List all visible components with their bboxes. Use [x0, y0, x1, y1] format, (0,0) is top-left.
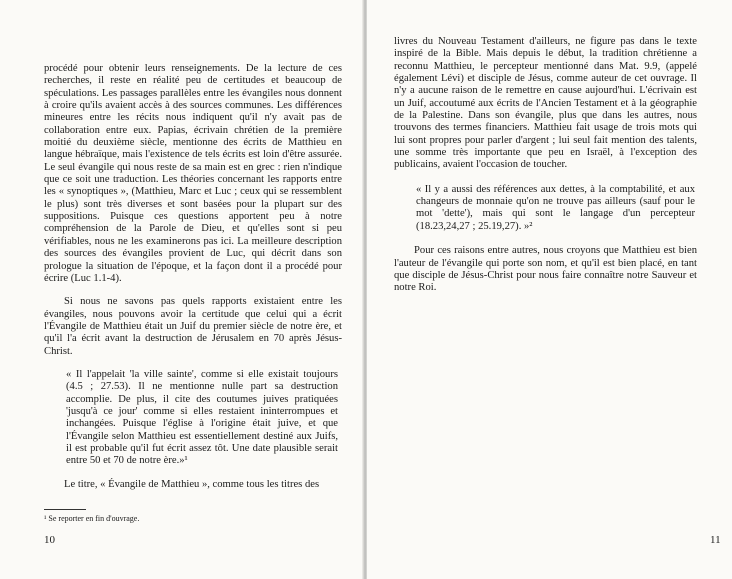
right-block-quote: « Il y a aussi des références aux dettes, à la comptabilité, et aux changeurs de monnaie qu'on ne trouve pas ailleurs (sauf pour le mot 'dette'), mais qui sont le langage d'un percepteur (18.23,24,27 ; 25.19,27). »²: [416, 183, 695, 232]
right-page: [367, 0, 732, 579]
footnote: ¹ Se reporter en fin d'ouvrage.: [44, 514, 140, 523]
page-number-right: 11: [710, 534, 721, 546]
footnote-rule: [44, 509, 86, 510]
page-number-left: 10: [44, 534, 55, 546]
left-page: [0, 0, 364, 579]
left-paragraph-2: Si nous ne savons pas quels rapports existaient entre les évangiles, nous pouvons avoir la certitude que celui qui a écrit l'Évangile de Matthieu était un Juif du premier siècle de notre ère, et qu'il l'a écrit avant la destruction de Jérusalem en 70 après Jésus-Christ.: [44, 296, 342, 357]
right-paragraph-1: livres du Nouveau Testament d'ailleurs, ne figure pas dans le texte inspiré de la Bible. Mais depuis le début, la tradition chrétienne a reconnu Matthieu, le percepteur mentionné dans Mat. 9.9, (appelé également Lévi) et disciple de Jésus, comme auteur de cet ouvrage. Il n'y a aucune raison de le remettre en cause aujourd'hui. L'écrivain est un Juif, accoutumé aux écrits de l'Ancien Testament et à la géographie de la Palestine. Dans son évangile, plus que dans les autres, nous trouvons des termes financiers. Matthieu fait usage de trois mots qui lui sont propres pour parler d'argent ; lui seul fait mention des talents, une somme très importante que peu en Israël, à l'exception des publicains, avaient l'occasion de toucher.: [394, 36, 697, 171]
right-paragraph-2: Pour ces raisons entre autres, nous croyons que Matthieu est bien l'auteur de l'évangile qui porte son nom, et qu'il est bien placé, en tant que disciple de Jésus-Christ pour nous faire connaître notre Sauveur et notre Roi.: [394, 245, 697, 294]
left-paragraph-3: Le titre, « Évangile de Matthieu », comme tous les titres des: [64, 478, 320, 490]
left-paragraph-1: procédé pour obtenir leurs renseignements. De la lecture de ces recherches, il reste en réalité peu de certitudes et beaucoup de spéculations. Les passages parallèles entre les évangiles nous donnent à croire qu'ils avaient accès à des sources communes. Les différences mineures entre les récits nous indiquent qu'il n'y avait pas de collaboration entre eux. Papias, écrivain chrétien de la première moitié du deuxième siècle, mentionne des écrits de Matthieu en langue hébraïque, mais l'existence de tels écrits est loin d'être assurée. Le seul évangile qui nous reste de sa main est en grec : rien n'indique que ce soit une traduction. Les théories concernant les rapports entre les « synoptiques », (Matthieu, Marc et Luc ; ceux qui se ressemblent le plus) sont très diverses et sont basées pour la plupart sur des suppositions. Puisque ces questions apportent peu à notre compréhension de la Parole de Dieu, et qu'elles sont si peu vérifiables, nous ne les examinerons pas ici. La meilleure description des sources des évangiles provient de Luc, qui décrit dans son prologue la situation de l'époque, et la façon dont il a procédé pour écrire (Luc 1.1-4).: [44, 63, 342, 284]
left-block-quote: « Il l'appelait 'la ville sainte', comme si elle existait toujours (4.5 ; 27.53). Il ne mentionne nulle part sa destruction accomplie. De plus, il cite des coutumes juives pratiquées 'jusqu'à ce jour' comme si elles restaient ininterrompues et inchangées. Puisque l'église à l'origine était juive, et que l'Évangile selon Matthieu est essentiellement destiné aux Juifs, il est probable qu'il fut écrit assez tôt. Une date plausible serait entre 50 et 70 de notre ère.»¹: [66, 368, 338, 467]
left-text-column: [44, 63, 342, 491]
right-text-column: [394, 36, 697, 295]
